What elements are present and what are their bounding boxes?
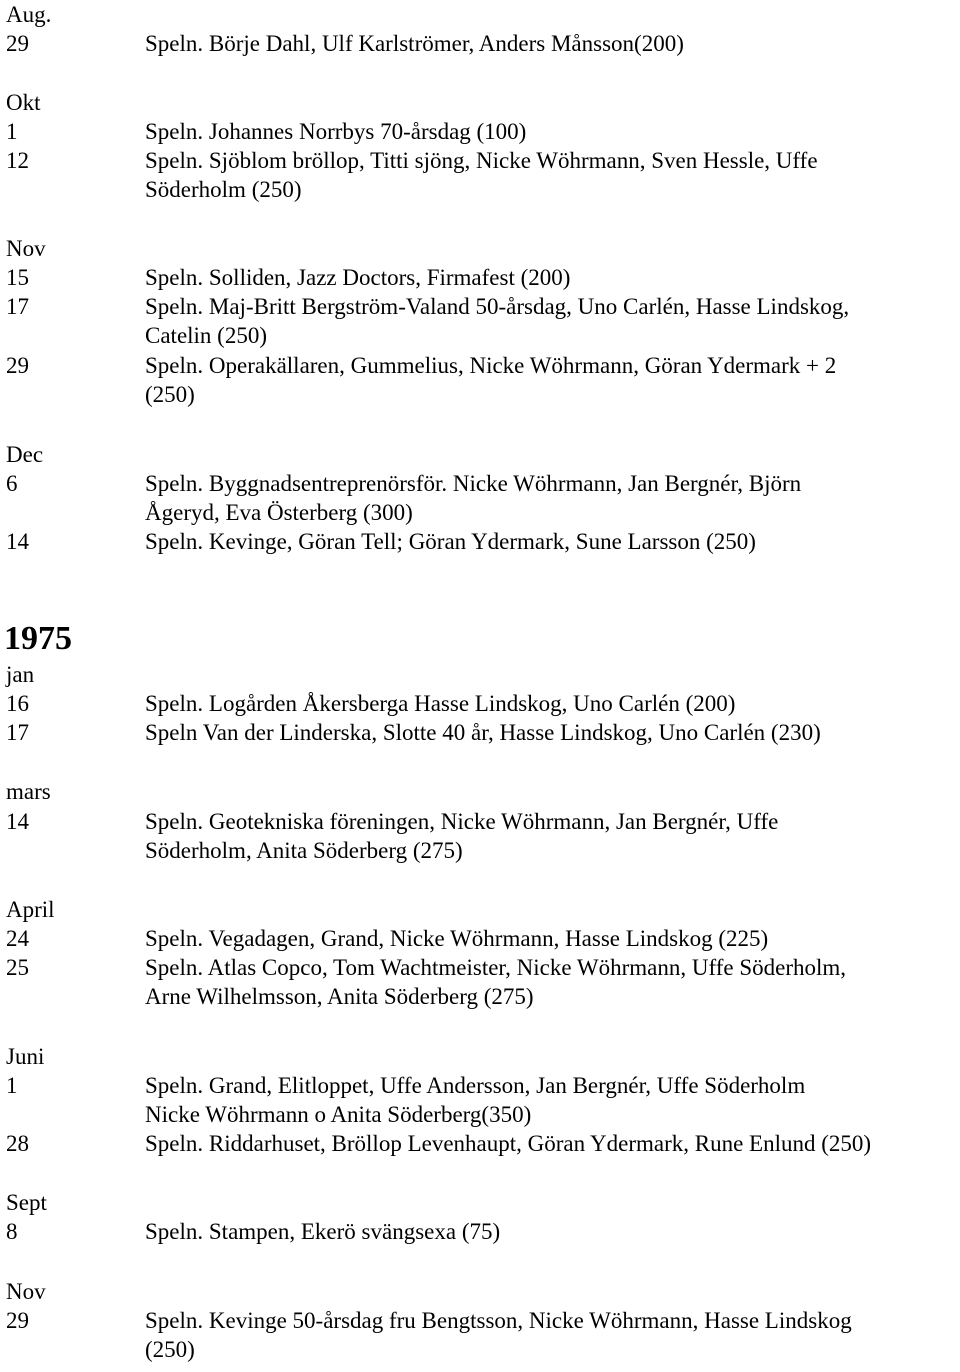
entry-text: Speln. Operakällaren, Gummelius, Nicke Wöhrmann, Göran Ydermark + 2 (145, 353, 837, 378)
entry-date: 29 (6, 1308, 29, 1333)
entry-text: Speln. Solliden, Jazz Doctors, Firmafest (200) (145, 265, 571, 290)
entry-date: 29 (6, 31, 29, 56)
month-label: Sept (6, 1190, 47, 1215)
year-heading: 1975 (4, 620, 72, 657)
entry-text: Speln. Maj-Britt Bergström-Valand 50-årsdag, Uno Carlén, Hasse Lindskog, (145, 294, 850, 319)
entry-text: Speln. Geotekniska föreningen, Nicke Wöhrmann, Jan Bergnér, Uffe (145, 809, 779, 834)
entry-text: Speln. Sjöblom bröllop, Titti sjöng, Nicke Wöhrmann, Sven Hessle, Uffe (145, 148, 818, 173)
entry-date: 8 (6, 1219, 18, 1244)
entry-date: 12 (6, 148, 29, 173)
entry-text: Arne Wilhelmsson, Anita Söderberg (275) (145, 984, 534, 1009)
entry-text: Speln Van der Linderska, Slotte 40 år, Hasse Lindskog, Uno Carlén (230) (145, 720, 821, 745)
entry-text: Speln. Atlas Copco, Tom Wachtmeister, Nicke Wöhrmann, Uffe Söderholm, (145, 955, 847, 980)
entry-date: 14 (6, 529, 29, 554)
entry-text: Speln. Logården Åkersberga Hasse Lindskog, Uno Carlén (200) (145, 691, 736, 716)
entry-text: Speln. Byggnadsentreprenörsför. Nicke Wöhrmann, Jan Bergnér, Björn (145, 471, 802, 496)
entry-text: Speln. Börje Dahl, Ulf Karlströmer, Anders Månsson(200) (145, 31, 684, 56)
entry-date: 17 (6, 294, 29, 319)
entry-date: 6 (6, 471, 18, 496)
entry-date: 24 (6, 926, 29, 951)
entry-text: Speln. Kevinge, Göran Tell; Göran Ydermark, Sune Larsson (250) (145, 529, 756, 554)
entry-text: Speln. Stampen, Ekerö svängsexa (75) (145, 1219, 501, 1244)
entry-text: Ågeryd, Eva Österberg (300) (145, 500, 413, 525)
entry-text: (250) (145, 1337, 195, 1362)
entry-text: Catelin (250) (145, 323, 267, 348)
entry-text: Speln. Kevinge 50-årsdag fru Bengtsson, Nicke Wöhrmann, Hasse Lindskog (145, 1308, 852, 1333)
entry-date: 28 (6, 1131, 29, 1156)
entry-text: Speln. Riddarhuset, Bröllop Levenhaupt, Göran Ydermark, Rune Enlund (250) (145, 1131, 872, 1156)
entry-text: Speln. Grand, Elitloppet, Uffe Andersson, Jan Bergnér, Uffe Söderholm (145, 1073, 806, 1098)
entry-text: Söderholm (250) (145, 177, 302, 202)
entry-date: 17 (6, 720, 29, 745)
entry-date: 29 (6, 353, 29, 378)
month-label: Nov (6, 1279, 46, 1304)
entry-date: 25 (6, 955, 29, 980)
entry-text: Nicke Wöhrmann o Anita Söderberg(350) (145, 1102, 532, 1127)
entry-text: Speln. Johannes Norrbys 70-årsdag (100) (145, 119, 527, 144)
entry-date: 1 (6, 1073, 18, 1098)
entry-date: 14 (6, 809, 29, 834)
month-label: Nov (6, 236, 46, 261)
month-label: Dec (6, 442, 44, 467)
month-label: Juni (6, 1044, 45, 1069)
entry-text: Söderholm, Anita Söderberg (275) (145, 838, 463, 863)
entry-date: 16 (6, 691, 29, 716)
month-label: jan (6, 662, 35, 687)
entry-text: (250) (145, 382, 195, 407)
entry-date: 15 (6, 265, 29, 290)
entry-date: 1 (6, 119, 18, 144)
entry-text: Speln. Vegadagen, Grand, Nicke Wöhrmann, Hasse Lindskog (225) (145, 926, 769, 951)
month-label: Okt (6, 90, 41, 115)
month-label: mars (6, 779, 51, 804)
month-label: Aug. (6, 2, 52, 27)
month-label: April (6, 897, 55, 922)
